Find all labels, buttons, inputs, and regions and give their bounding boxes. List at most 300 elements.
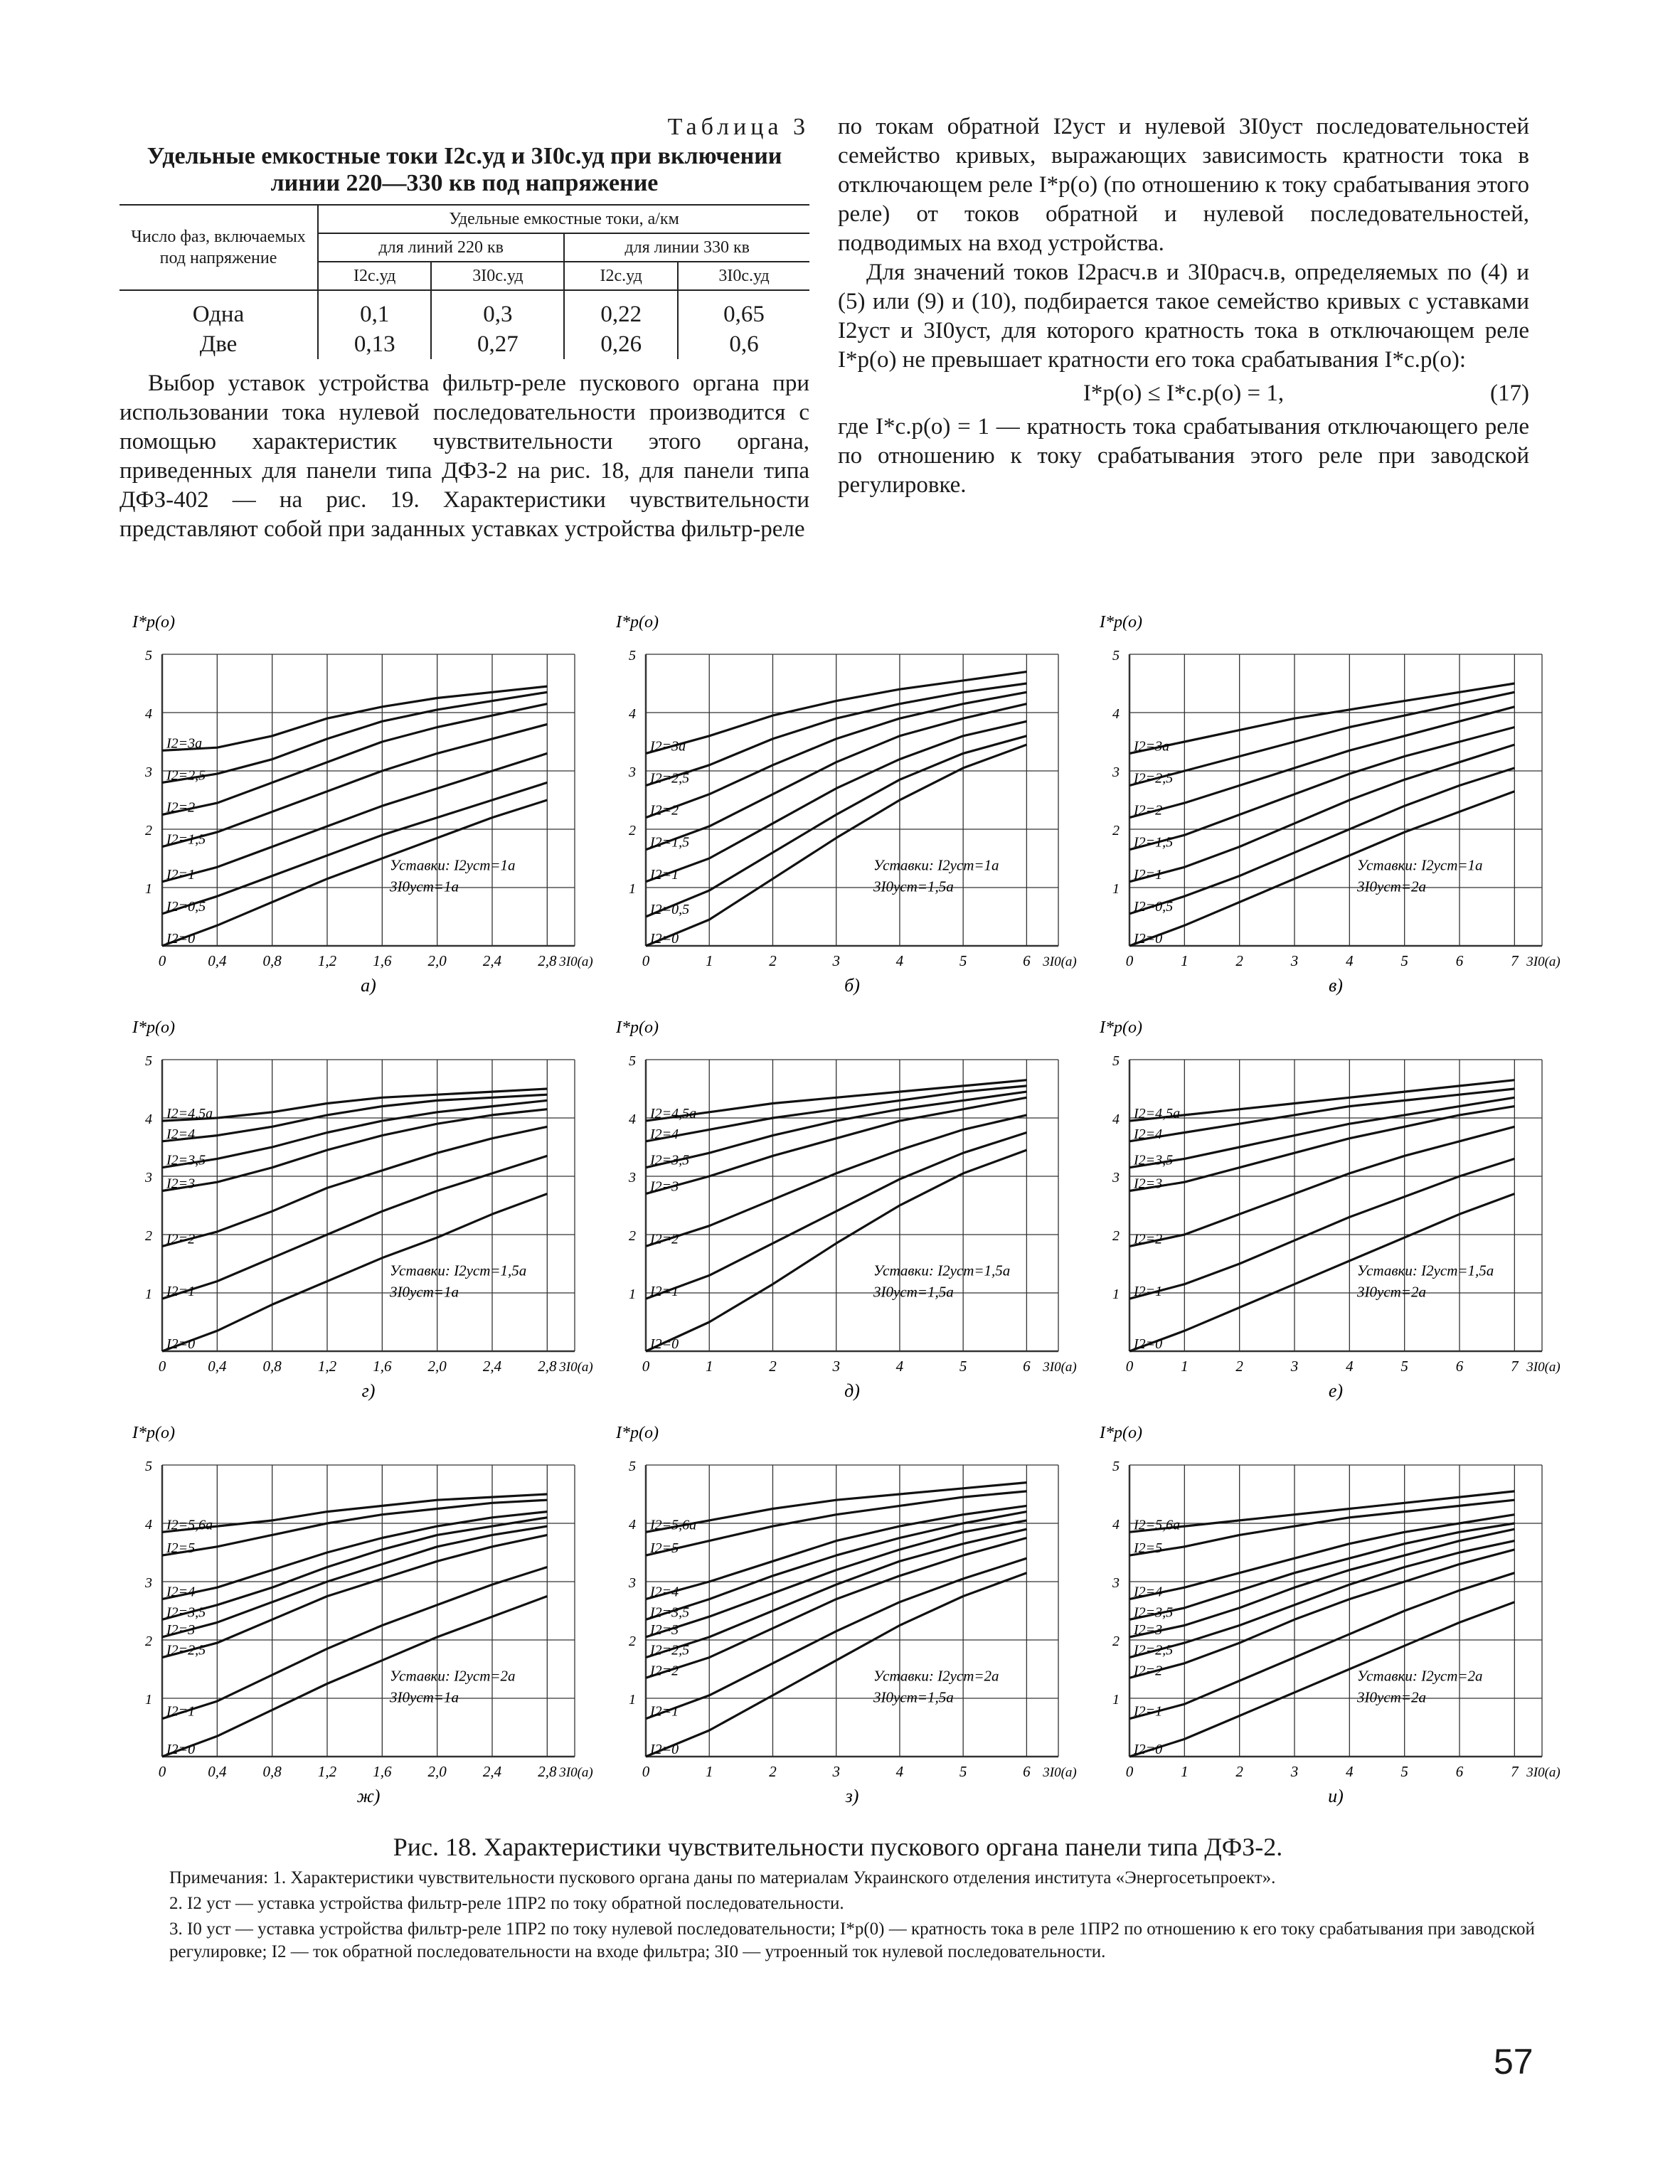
x-tick-label: 6: [1023, 1763, 1031, 1780]
series-label: I2=3,5: [1134, 1604, 1174, 1621]
x-tick-label: 2: [769, 952, 777, 969]
series-label: I2=3,5: [1134, 1152, 1174, 1168]
chart-svg-i: [1087, 1415, 1561, 1813]
series-label: I2=2,5: [166, 1642, 206, 1658]
x-tick-label: 2: [1235, 1358, 1243, 1375]
y-tick-label: 1: [1112, 881, 1120, 897]
series-label: I2=1: [1134, 1284, 1163, 1300]
x-tick-label: 0: [1125, 952, 1134, 969]
series-label: I2=3а: [1134, 738, 1170, 755]
x-tick-label: 4: [1346, 952, 1354, 969]
y-tick-label: 4: [1112, 1112, 1120, 1127]
chart-panel-g: [119, 1010, 593, 1415]
series-line: [1129, 1550, 1514, 1678]
y-tick-label: 5: [1112, 648, 1120, 664]
series-line: [162, 686, 547, 750]
y-tick-label: 2: [1112, 1634, 1120, 1649]
x-tick-label: 5: [1400, 1358, 1408, 1375]
y-axis-label: I*p(o): [132, 613, 175, 632]
y-tick-label: 4: [629, 1517, 636, 1533]
series-label: I2=3а: [166, 735, 203, 752]
panel-label: д): [844, 1380, 860, 1401]
series-label: I2=4: [166, 1584, 196, 1600]
y-tick-label: 1: [629, 1692, 636, 1708]
table-row-label: Одна: [119, 290, 318, 329]
y-tick-label: 5: [629, 1053, 636, 1069]
y-tick-label: 5: [1112, 1459, 1120, 1474]
y-axis-label: I*p(o): [1100, 1018, 1142, 1037]
series-label: I2=2,5: [650, 1642, 690, 1658]
series-label: I2=0: [650, 1742, 679, 1757]
y-axis-label: I*p(o): [616, 1424, 659, 1442]
series-line: [162, 692, 547, 782]
series-line: [1129, 1491, 1514, 1532]
chart-panel-v: [1087, 604, 1561, 1010]
series-label: I2=4,5а: [1134, 1106, 1181, 1122]
series-label: I2=0: [166, 1336, 196, 1352]
x-tick-label: 0: [158, 1763, 166, 1780]
table-cell: 0,65: [723, 302, 765, 327]
capacitive-current-table: [119, 204, 809, 359]
series-label: I2=4,5а: [166, 1106, 213, 1122]
series-line: [1129, 1515, 1514, 1599]
y-tick-label: 1: [629, 881, 636, 897]
settings-annotation: 3I0уст=2а: [1357, 878, 1426, 895]
y-tick-label: 3: [629, 1170, 636, 1186]
series-label: I2=5,6а: [650, 1517, 697, 1533]
table-sub-330: для линии 330 кв: [564, 233, 809, 262]
x-axis-label: 3I0(a): [1043, 954, 1077, 969]
chart-panel-d: [603, 1010, 1077, 1415]
series-label: I2=4: [650, 1126, 679, 1142]
table-cell: 0,6: [729, 331, 759, 357]
series-label: I2=4: [650, 1584, 679, 1600]
y-tick-label: 2: [629, 1228, 636, 1244]
formula-17: [838, 379, 1529, 408]
chart-svg-z: [603, 1415, 1077, 1813]
series-label: I2=2: [166, 799, 196, 816]
x-tick-label: 2: [1235, 952, 1243, 969]
x-tick-label: 5: [959, 1763, 967, 1780]
chart-svg-g: [119, 1010, 593, 1408]
x-tick-label: 6: [1023, 1358, 1031, 1375]
chart-panel-a: [119, 604, 593, 1010]
x-tick-label: 0,4: [208, 1358, 227, 1375]
series-label: I2=0: [650, 1336, 679, 1352]
panel-label: е): [1328, 1380, 1344, 1401]
table-row: [119, 290, 809, 329]
paragraph: где I*c.p(o) = 1 — кратность тока срабатывания отключающего реле по отношению к току срабатывания этого реле при заводской регулировке.: [838, 414, 1529, 498]
y-tick-label: 4: [145, 1112, 152, 1127]
series-label: I2=4: [166, 1126, 196, 1142]
series-label: I2=2: [650, 802, 679, 819]
x-tick-label: 3: [1290, 1358, 1299, 1375]
right-column: [838, 112, 1529, 500]
y-tick-label: 4: [629, 706, 636, 722]
series-label: I2=0: [166, 931, 196, 947]
x-tick-label: 4: [1346, 1358, 1354, 1375]
settings-annotation: Уставки: I2уст=2а: [390, 1667, 516, 1685]
table-cell: 0,1: [318, 290, 431, 329]
y-tick-label: 4: [145, 1517, 152, 1533]
settings-annotation: Уставки: I2уст=1,5а: [390, 1262, 527, 1279]
series-label: I2=1: [650, 1703, 679, 1720]
x-tick-label: 1,6: [373, 1358, 392, 1375]
panel-label: в): [1329, 975, 1343, 996]
y-tick-label: 5: [145, 1053, 152, 1069]
y-tick-label: 2: [629, 1634, 636, 1649]
table-title: Удельные емкостные токи I2с.уд и 3I0с.уд при включении линии 220—330 кв под напряжение: [147, 143, 782, 196]
x-axis-label: 3I0(a): [1043, 1765, 1077, 1780]
y-tick-label: 3: [145, 1575, 152, 1591]
x-axis-label: 3I0(a): [559, 1765, 593, 1780]
table-sub-220: для линий 220 кв: [318, 233, 564, 262]
y-axis-label: I*p(o): [132, 1424, 175, 1442]
x-tick-label: 4: [895, 1358, 904, 1375]
series-label: I2=3а: [650, 738, 686, 755]
series-label: I2=5: [166, 1540, 196, 1557]
series-line: [1129, 692, 1514, 785]
series-label: I2=1,5: [650, 834, 690, 851]
chart-panel-zh: [119, 1415, 593, 1821]
x-tick-label: 2: [769, 1358, 777, 1375]
x-axis-label: 3I0(a): [559, 1360, 593, 1375]
y-axis-label: I*p(o): [1100, 1424, 1142, 1442]
series-label: I2=2: [1134, 802, 1163, 819]
x-tick-label: 2,8: [538, 1763, 557, 1780]
y-tick-label: 3: [629, 1575, 636, 1591]
settings-annotation: 3I0уст=1а: [390, 1283, 459, 1301]
series-label: I2=3,5: [650, 1604, 690, 1621]
table-cell: 0,27: [431, 329, 564, 359]
panel-label: а): [361, 975, 376, 996]
series-label: I2=3: [650, 1621, 679, 1638]
series-label: I2=1: [650, 866, 679, 883]
table-row: [119, 329, 809, 359]
series-label: I2=4: [1134, 1126, 1163, 1142]
x-tick-label: 2,8: [538, 1358, 557, 1375]
series-label: I2=2: [650, 1663, 679, 1679]
series-label: I2=1,5: [166, 831, 206, 848]
series-line: [162, 724, 547, 846]
y-axis-label: I*p(o): [616, 613, 659, 632]
table-caption: Таблица 3: [667, 114, 809, 140]
y-tick-label: 2: [145, 1228, 152, 1244]
x-tick-label: 0: [158, 1358, 166, 1375]
x-tick-label: 4: [895, 1763, 904, 1780]
x-tick-label: 7: [1511, 1763, 1519, 1780]
x-tick-label: 2: [1235, 1763, 1243, 1780]
x-tick-label: 2,0: [427, 1358, 447, 1375]
series-label: I2=2,5: [1134, 1642, 1174, 1658]
series-label: I2=0,5: [650, 902, 690, 917]
y-tick-label: 3: [145, 1170, 152, 1186]
y-tick-label: 1: [1112, 1287, 1120, 1302]
chart-svg-d: [603, 1010, 1077, 1408]
series-label: I2=0: [650, 931, 679, 947]
settings-annotation: Уставки: I2уст=1,5а: [1357, 1262, 1494, 1279]
paragraph: Выбор уставок устройства фильтр-реле пускового органа при использовании тока нулевой последовательности производится с помощью характеристик чувствительности этого органа, приведенных для панели типа ДФЗ-2 на рис. 18, для панели типа ДФЗ-402 — на рис. 19. Характеристики чувствительности представляют собой при заданных уставках устройства фильтр-реле: [119, 371, 809, 542]
x-axis-label: 3I0(a): [1043, 1360, 1077, 1375]
series-line: [1129, 768, 1514, 914]
chart-panel-z: [603, 1415, 1077, 1821]
series-label: I2=3: [166, 1621, 196, 1638]
settings-annotation: 3I0уст=2а: [1357, 1688, 1426, 1706]
chart-svg-e: [1087, 1010, 1561, 1408]
series-label: I2=1: [650, 1284, 679, 1300]
panel-label: ж): [356, 1786, 381, 1806]
series-label: I2=1: [166, 866, 196, 883]
y-axis-label: I*p(o): [132, 1018, 175, 1037]
x-tick-label: 6: [1455, 952, 1464, 969]
settings-annotation: 3I0уст=1а: [390, 878, 459, 895]
x-tick-label: 0: [1125, 1763, 1134, 1780]
x-tick-label: 5: [959, 952, 967, 969]
x-tick-label: 1: [1181, 952, 1189, 969]
settings-annotation: Уставки: I2уст=1а: [873, 856, 999, 874]
x-tick-label: 7: [1511, 952, 1519, 969]
series-label: I2=3: [650, 1178, 679, 1195]
y-tick-label: 3: [1112, 1575, 1120, 1591]
y-tick-label: 4: [1112, 1517, 1120, 1533]
y-tick-label: 2: [145, 823, 152, 838]
y-tick-label: 4: [145, 706, 152, 722]
series-label: I2=1: [166, 1284, 196, 1300]
table-col-3i0-330: 3I0с.уд: [678, 262, 809, 290]
table-row-label: Две: [119, 329, 318, 359]
left-body-text: [119, 369, 809, 544]
figure-18: [119, 604, 1561, 1821]
settings-annotation: 3I0уст=1,5а: [873, 1688, 954, 1706]
table-cell: 0,26: [564, 329, 678, 359]
x-tick-label: 3: [832, 952, 840, 969]
x-tick-label: 1,6: [373, 1763, 392, 1780]
x-tick-label: 1,2: [317, 952, 337, 969]
formula-number: (17): [1490, 380, 1529, 406]
x-axis-label: 3I0(a): [559, 954, 593, 969]
x-tick-label: 6: [1023, 952, 1031, 969]
table-cell: 0,22: [564, 290, 678, 329]
series-label: I2=2,5: [650, 770, 690, 787]
table-group-header: Удельные емкостные токи, а/км: [318, 205, 809, 233]
y-tick-label: 5: [1112, 1053, 1120, 1069]
x-tick-label: 0,8: [262, 1763, 282, 1780]
paragraph: по токам обратной I2уст и нулевой 3I0уст последовательностей семейство кривых, выражающих зависимость кратности тока в отключающем реле I*p(o) (по отношению к току срабатывания этого реле) от токов обратной и нулевой последовательностей, подводимых на вход устройства.: [838, 114, 1529, 256]
x-tick-label: 2,0: [427, 952, 447, 969]
series-label: I2=0: [1134, 1742, 1163, 1757]
x-tick-label: 0: [158, 952, 166, 969]
x-tick-label: 4: [1346, 1763, 1354, 1780]
x-tick-label: 1,2: [317, 1763, 337, 1780]
series-line: [162, 704, 547, 815]
y-tick-label: 1: [145, 881, 152, 897]
notes: [169, 1867, 1556, 1966]
series-label: I2=2: [1134, 1663, 1163, 1679]
x-tick-label: 0,8: [262, 1358, 282, 1375]
y-tick-label: 1: [145, 1692, 152, 1708]
panel-label: и): [1328, 1786, 1344, 1806]
x-tick-label: 0: [642, 1358, 650, 1375]
left-column: [119, 112, 809, 544]
settings-annotation: Уставки: I2уст=2а: [873, 1667, 999, 1685]
y-tick-label: 2: [1112, 1228, 1120, 1244]
x-tick-label: 6: [1455, 1358, 1464, 1375]
settings-annotation: Уставки: I2уст=1,5а: [873, 1262, 1011, 1279]
series-label: I2=5: [1134, 1540, 1163, 1557]
settings-annotation: 3I0уст=1а: [390, 1688, 459, 1706]
series-label: I2=0: [166, 1742, 196, 1757]
table-cell: 0,3: [431, 290, 564, 329]
y-tick-label: 1: [629, 1287, 636, 1302]
series-label: I2=0: [1134, 931, 1163, 947]
table-col-i2-330: I2с.уд: [564, 262, 678, 290]
y-tick-label: 4: [629, 1112, 636, 1127]
x-tick-label: 0: [642, 952, 650, 969]
x-tick-label: 4: [895, 952, 904, 969]
x-tick-label: 1: [705, 952, 713, 969]
series-line: [162, 1126, 547, 1246]
y-tick-label: 3: [629, 765, 636, 780]
series-label: I2=3: [166, 1176, 196, 1192]
x-tick-label: 2: [769, 1763, 777, 1780]
series-label: I2=2: [650, 1231, 679, 1247]
x-tick-label: 0,4: [208, 1763, 227, 1780]
settings-annotation: 3I0уст=2а: [1357, 1283, 1426, 1301]
series-label: I2=1: [1134, 866, 1163, 883]
x-tick-label: 2,4: [482, 952, 502, 969]
note-3: 3. I0 уст — уставка устройства фильтр-реле 1ПР2 по току нулевой последовательности; I*p(0) — кратность тока в реле 1ПР2 по отношению к его току срабатывания при заводской регулировке; I2 — ток обратной последовательности на входе фильтра; 3I0 — утроенный ток нулевой последовательности.: [169, 1919, 1535, 1961]
panel-label: з): [845, 1786, 859, 1806]
settings-annotation: Уставки: I2уст=1а: [1357, 856, 1483, 874]
settings-annotation: Уставки: I2уст=2а: [1357, 1667, 1483, 1685]
paragraph: Для значений токов I2расч.в и 3I0расч.в, определяемых по (4) и (5) или (9) и (10), подбирается такое семейство кривых с уставками I2уст и 3I0уст, для которого кратность тока в отключающем реле I*p(o) не превышает кратности его тока срабатывания I*c.p(o):: [838, 260, 1529, 373]
x-tick-label: 2,4: [482, 1763, 502, 1780]
y-tick-label: 5: [629, 648, 636, 664]
series-label: I2=2: [1134, 1231, 1163, 1247]
settings-annotation: Уставки: I2уст=1а: [390, 856, 516, 874]
series-label: I2=3,5: [650, 1152, 690, 1168]
x-tick-label: 0,8: [262, 952, 282, 969]
x-tick-label: 0,4: [208, 952, 227, 969]
x-tick-label: 1: [705, 1763, 713, 1780]
chart-svg-v: [1087, 604, 1561, 1003]
x-tick-label: 1: [705, 1358, 713, 1375]
x-tick-label: 5: [1400, 1763, 1408, 1780]
x-tick-label: 6: [1455, 1763, 1464, 1780]
settings-annotation: 3I0уст=1,5а: [873, 1283, 954, 1301]
series-line: [1129, 1500, 1514, 1555]
series-label: I2=2,5: [1134, 770, 1174, 787]
series-label: I2=2,5: [166, 767, 206, 784]
y-tick-label: 2: [1112, 823, 1120, 838]
series-label: I2=4,5а: [650, 1106, 697, 1122]
series-line: [162, 1518, 547, 1620]
x-tick-label: 5: [959, 1358, 967, 1375]
y-tick-label: 5: [145, 1459, 152, 1474]
x-tick-label: 1,2: [317, 1358, 337, 1375]
formula-body: I*p(o) ≤ I*c.p(o) = 1,: [1083, 380, 1285, 406]
chart-panel-b: [603, 604, 1077, 1010]
note-1: Примечания: 1. Характеристики чувствительности пускового органа даны по материалам Украинского отделения института «Энергосетьпроект».: [169, 1868, 1276, 1887]
series-label: I2=2: [166, 1231, 196, 1247]
y-tick-label: 3: [1112, 765, 1120, 780]
series-label: I2=1: [166, 1703, 196, 1720]
series-label: I2=3: [1134, 1176, 1163, 1192]
y-tick-label: 4: [1112, 706, 1120, 722]
table-col-i2-220: I2с.уд: [318, 262, 431, 290]
series-label: I2=0,5: [1134, 898, 1174, 915]
chart-panel-e: [1087, 1010, 1561, 1415]
x-tick-label: 7: [1511, 1358, 1519, 1375]
series-label: I2=5,6а: [1134, 1517, 1181, 1533]
chart-panel-i: [1087, 1415, 1561, 1821]
y-tick-label: 2: [145, 1634, 152, 1649]
x-axis-label: 3I0(a): [1526, 1765, 1561, 1780]
chart-svg-zh: [119, 1415, 593, 1813]
x-tick-label: 0: [642, 1763, 650, 1780]
settings-annotation: 3I0уст=1,5а: [873, 878, 954, 895]
x-tick-label: 5: [1400, 952, 1408, 969]
series-label: I2=1: [1134, 1703, 1163, 1720]
y-tick-label: 3: [1112, 1170, 1120, 1186]
chart-svg-b: [603, 604, 1077, 1003]
x-tick-label: 3: [832, 1763, 840, 1780]
y-axis-label: I*p(o): [616, 1018, 659, 1037]
table-cell: 0,13: [318, 329, 431, 359]
series-label: I2=1,5: [1134, 834, 1174, 851]
x-axis-label: 3I0(a): [1526, 1360, 1561, 1375]
y-tick-label: 2: [629, 823, 636, 838]
y-tick-label: 1: [145, 1287, 152, 1302]
series-line: [1129, 1523, 1514, 1619]
chart-svg-a: [119, 604, 593, 1003]
x-tick-label: 3: [1290, 952, 1299, 969]
panel-label: г): [361, 1380, 376, 1401]
table-col-3i0-220: 3I0с.уд: [431, 262, 564, 290]
y-tick-label: 5: [145, 648, 152, 664]
x-tick-label: 3: [1290, 1763, 1299, 1780]
series-label: I2=3,5: [166, 1152, 206, 1168]
x-tick-label: 2,4: [482, 1358, 502, 1375]
x-tick-label: 3: [832, 1358, 840, 1375]
figure-caption: Рис. 18. Характеристики чувствительности пускового органа панели типа ДФЗ-2.: [393, 1833, 1283, 1861]
x-axis-label: 3I0(a): [1526, 954, 1561, 969]
x-tick-label: 2,0: [427, 1763, 447, 1780]
series-label: I2=5,6а: [166, 1517, 213, 1533]
x-tick-label: 2,8: [538, 952, 557, 969]
note-2: 2. I2 уст — уставка устройства фильтр-реле 1ПР2 по току обратной последовательности.: [169, 1894, 844, 1913]
panel-label: б): [844, 975, 860, 996]
series-label: I2=5: [650, 1540, 679, 1557]
y-tick-label: 1: [1112, 1692, 1120, 1708]
table-row-header: Число фаз, включаемых под напряжение: [119, 205, 318, 290]
y-tick-label: 5: [629, 1459, 636, 1474]
series-label: I2=4: [1134, 1584, 1163, 1600]
series-line: [1129, 728, 1514, 850]
series-label: I2=0: [1134, 1336, 1163, 1352]
x-tick-label: 1: [1181, 1358, 1189, 1375]
y-tick-label: 3: [145, 765, 152, 780]
series-line: [162, 1535, 547, 1657]
series-label: I2=3,5: [166, 1604, 206, 1621]
series-label: I2=0,5: [166, 898, 206, 915]
y-axis-label: I*p(o): [1100, 613, 1142, 632]
x-tick-label: 1,6: [373, 952, 392, 969]
x-tick-label: 0: [1125, 1358, 1134, 1375]
series-label: I2=3: [1134, 1621, 1163, 1638]
x-tick-label: 1: [1181, 1763, 1189, 1780]
page-number: 57: [1494, 2042, 1533, 2082]
